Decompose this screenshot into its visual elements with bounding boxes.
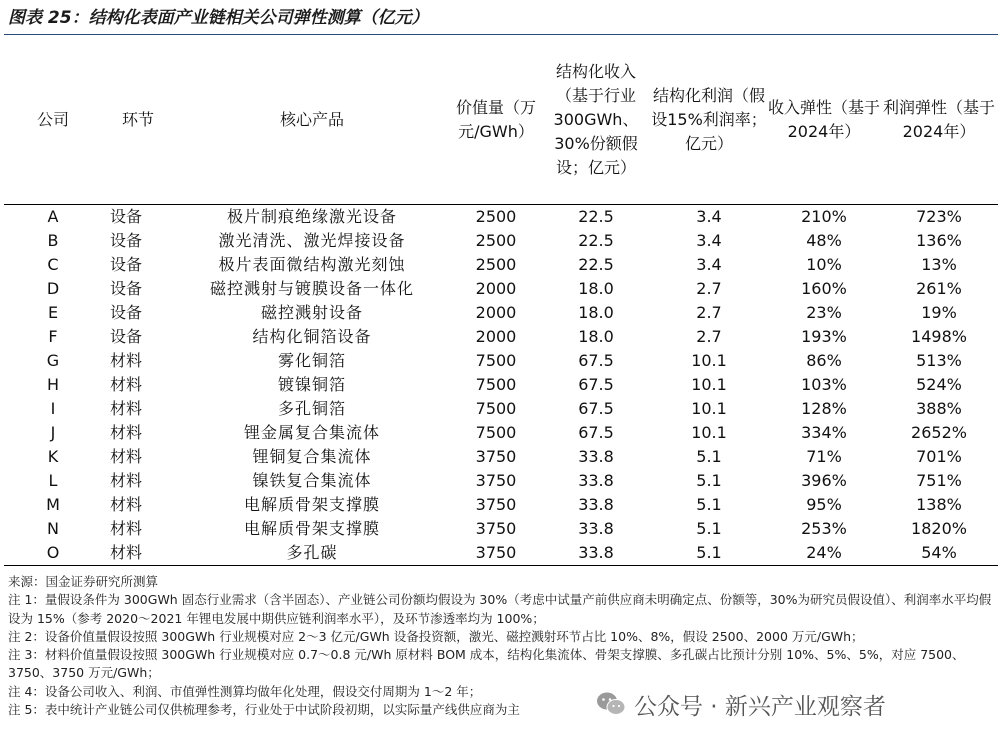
cell-profit-elasticity: 261% bbox=[916, 279, 962, 298]
cell-revenue-elasticity: 103% bbox=[801, 375, 847, 394]
cell-profit-elasticity: 1498% bbox=[911, 327, 967, 346]
header-value: 价值量（万元/GWh） bbox=[450, 36, 542, 205]
header-segment: 环节 bbox=[102, 36, 174, 205]
figure-title: 图表 25：结构化表面产业链相关公司弹性测算（亿元） bbox=[8, 8, 429, 28]
cell-profit-elasticity: 19% bbox=[921, 303, 957, 322]
watermark-text: 公众号 · 新兴产业观察者 bbox=[634, 693, 886, 720]
cell-company: N bbox=[47, 519, 59, 538]
cell-revenue: 22.5 bbox=[578, 207, 614, 226]
cell-company: J bbox=[50, 423, 56, 442]
note-4: 注 4：设备公司收入、利润、市值弹性测算均做年化处理，假设交付周期为 1～2 年； bbox=[8, 683, 482, 699]
title-rule bbox=[4, 34, 998, 35]
cell-revenue: 67.5 bbox=[578, 423, 614, 442]
source-note: 来源：国金证券研究所测算 bbox=[8, 574, 159, 589]
table-row bbox=[4, 421, 998, 445]
cell-company: O bbox=[46, 543, 60, 562]
watermark bbox=[596, 687, 886, 721]
cell-company: B bbox=[47, 231, 59, 250]
cell-segment: 设备 bbox=[110, 303, 143, 322]
elasticity-table bbox=[4, 36, 998, 565]
cell-profit-elasticity: 513% bbox=[916, 351, 962, 370]
cell-revenue: 33.8 bbox=[578, 471, 614, 490]
cell-profit: 5.1 bbox=[696, 447, 722, 466]
cell-profit: 5.1 bbox=[696, 543, 722, 562]
cell-revenue: 33.8 bbox=[578, 543, 614, 562]
cell-company: K bbox=[47, 447, 59, 466]
cell-company: E bbox=[47, 303, 59, 322]
cell-revenue: 22.5 bbox=[578, 231, 614, 250]
cell-value: 7500 bbox=[475, 399, 517, 418]
cell-segment: 材料 bbox=[110, 495, 143, 514]
cell-revenue-elasticity: 23% bbox=[806, 303, 842, 322]
cell-segment: 材料 bbox=[110, 471, 143, 490]
cell-value: 2500 bbox=[475, 231, 517, 250]
cell-profit: 2.7 bbox=[696, 327, 722, 346]
cell-product: 极片制痕绝缘激光设备 bbox=[226, 207, 397, 226]
cell-value: 7500 bbox=[475, 351, 517, 370]
header-revenue-elasticity: 收入弹性（基于2024年） bbox=[768, 36, 880, 205]
cell-value: 7500 bbox=[475, 375, 517, 394]
table-row bbox=[4, 229, 998, 253]
cell-value: 2500 bbox=[475, 207, 517, 226]
table-row bbox=[4, 277, 998, 301]
cell-product: 激光清洗、激光焊接设备 bbox=[218, 231, 406, 250]
cell-profit: 3.4 bbox=[696, 207, 722, 226]
cell-revenue: 33.8 bbox=[578, 519, 614, 538]
cell-revenue: 18.0 bbox=[578, 327, 614, 346]
cell-profit-elasticity: 13% bbox=[921, 255, 957, 274]
header-profit-elasticity: 利润弹性（基于2024年） bbox=[880, 36, 998, 205]
table-row bbox=[4, 517, 998, 541]
cell-product: 雾化铜箔 bbox=[277, 351, 346, 370]
cell-profit: 3.4 bbox=[696, 231, 722, 250]
cell-product: 电解质骨架支撑膜 bbox=[243, 519, 380, 538]
cell-revenue: 18.0 bbox=[578, 279, 614, 298]
cell-profit-elasticity: 54% bbox=[921, 543, 957, 562]
table-row bbox=[4, 205, 998, 230]
cell-segment: 设备 bbox=[110, 327, 143, 346]
cell-value: 3750 bbox=[475, 519, 517, 538]
cell-company: C bbox=[47, 255, 59, 274]
table-header-row bbox=[4, 36, 998, 205]
header-company: 公司 bbox=[4, 36, 102, 205]
cell-profit: 10.1 bbox=[691, 423, 727, 442]
cell-company: G bbox=[46, 351, 60, 370]
cell-profit: 10.1 bbox=[691, 375, 727, 394]
cell-profit-elasticity: 2652% bbox=[911, 423, 967, 442]
cell-company: A bbox=[47, 207, 59, 226]
table-body bbox=[4, 205, 998, 566]
cell-profit: 2.7 bbox=[696, 303, 722, 322]
cell-product: 锂金属复合集流体 bbox=[243, 423, 380, 442]
table-row bbox=[4, 349, 998, 373]
cell-segment: 材料 bbox=[110, 423, 143, 442]
cell-revenue: 18.0 bbox=[578, 303, 614, 322]
cell-product: 镍铁复合集流体 bbox=[252, 471, 372, 490]
cell-revenue-elasticity: 253% bbox=[801, 519, 847, 538]
cell-revenue-elasticity: 396% bbox=[801, 471, 847, 490]
table-row bbox=[4, 541, 998, 565]
cell-value: 2000 bbox=[475, 303, 517, 322]
cell-segment: 材料 bbox=[110, 399, 143, 418]
cell-segment: 材料 bbox=[110, 543, 143, 562]
cell-company: M bbox=[46, 495, 60, 514]
cell-segment: 设备 bbox=[110, 207, 143, 226]
cell-profit-elasticity: 751% bbox=[916, 471, 962, 490]
cell-profit: 2.7 bbox=[696, 279, 722, 298]
header-product: 核心产品 bbox=[174, 36, 450, 205]
cell-product: 锂铜复合集流体 bbox=[252, 447, 372, 466]
cell-revenue: 67.5 bbox=[578, 399, 614, 418]
cell-revenue-elasticity: 48% bbox=[806, 231, 842, 250]
cell-revenue-elasticity: 71% bbox=[806, 447, 842, 466]
note-3: 注 3：材料价值量假设按照 300GWh 行业规模对应 0.7～0.8 元/Wh 原材料 BOM 成本，结构化集流体、骨架支撑膜、多孔碳占比预计分别 10%、5%、5%，对应 7500、3750、3750 万元/GWh； bbox=[8, 647, 965, 681]
table-row bbox=[4, 325, 998, 349]
cell-product: 多孔碳 bbox=[286, 543, 338, 562]
cell-segment: 材料 bbox=[110, 519, 143, 538]
cell-value: 7500 bbox=[475, 423, 517, 442]
cell-value: 2000 bbox=[475, 327, 517, 346]
cell-value: 2000 bbox=[475, 279, 517, 298]
cell-value: 3750 bbox=[475, 543, 517, 562]
cell-profit: 5.1 bbox=[696, 519, 722, 538]
cell-revenue-elasticity: 10% bbox=[806, 255, 842, 274]
cell-company: L bbox=[48, 471, 58, 490]
cell-value: 3750 bbox=[475, 447, 517, 466]
cell-segment: 材料 bbox=[110, 351, 143, 370]
cell-revenue-elasticity: 160% bbox=[801, 279, 847, 298]
cell-revenue-elasticity: 334% bbox=[801, 423, 847, 442]
cell-product: 电解质骨架支撑膜 bbox=[243, 495, 380, 514]
cell-profit-elasticity: 524% bbox=[916, 375, 962, 394]
cell-profit-elasticity: 138% bbox=[916, 495, 962, 514]
cell-profit-elasticity: 723% bbox=[916, 207, 962, 226]
cell-revenue: 67.5 bbox=[578, 375, 614, 394]
cell-revenue-elasticity: 128% bbox=[801, 399, 847, 418]
cell-profit-elasticity: 136% bbox=[916, 231, 962, 250]
cell-profit: 3.4 bbox=[696, 255, 722, 274]
cell-revenue-elasticity: 193% bbox=[801, 327, 847, 346]
cell-profit: 10.1 bbox=[691, 351, 727, 370]
cell-product: 极片表面微结构激光刻蚀 bbox=[218, 255, 406, 274]
cell-profit-elasticity: 388% bbox=[916, 399, 962, 418]
table-row bbox=[4, 469, 998, 493]
note-5: 注 5：表中统计产业链公司仅供梳理参考，行业处于中试阶段初期，以实际量产线供应商为主 bbox=[8, 702, 520, 718]
cell-value: 3750 bbox=[475, 495, 517, 514]
cell-product: 磁控溅射与镀膜设备一体化 bbox=[209, 279, 414, 298]
cell-product: 镀镍铜箔 bbox=[277, 375, 346, 394]
cell-revenue-elasticity: 86% bbox=[806, 351, 842, 370]
cell-revenue-elasticity: 210% bbox=[801, 207, 847, 226]
cell-segment: 材料 bbox=[110, 447, 143, 466]
cell-company: F bbox=[48, 327, 58, 346]
table-row bbox=[4, 397, 998, 421]
cell-product: 结构化铜箔设备 bbox=[252, 327, 372, 346]
table-row bbox=[4, 373, 998, 397]
header-revenue: 结构化收入（基于行业300GWh、30%份额假设；亿元） bbox=[542, 36, 650, 205]
cell-profit-elasticity: 1820% bbox=[911, 519, 967, 538]
cell-revenue: 33.8 bbox=[578, 495, 614, 514]
cell-revenue: 22.5 bbox=[578, 255, 614, 274]
table-row bbox=[4, 445, 998, 469]
cell-segment: 设备 bbox=[110, 231, 143, 250]
cell-profit: 10.1 bbox=[691, 399, 727, 418]
table-row bbox=[4, 253, 998, 277]
cell-company: I bbox=[50, 399, 56, 418]
cell-product: 多孔铜箔 bbox=[277, 399, 346, 418]
cell-profit: 5.1 bbox=[696, 495, 722, 514]
wechat-icon bbox=[596, 691, 626, 717]
cell-profit-elasticity: 701% bbox=[916, 447, 962, 466]
cell-profit: 5.1 bbox=[696, 471, 722, 490]
cell-segment: 材料 bbox=[110, 375, 143, 394]
note-2: 注 2：设备价值量假设按照 300GWh 行业规模对应 2～3 亿元/GWh 设备投资额，激光、磁控溅射环节占比 10%、8%，假设 2500、2000 万元/GWh； bbox=[8, 628, 864, 644]
cell-revenue-elasticity: 95% bbox=[806, 495, 842, 514]
note-1: 注 1：量假设条件为 300GWh 固态行业需求（含半固态）、产业链公司份额均假设为 30%（考虑中试量产前供应商未明确定点、份额等，30%为研究员假设值）、利润率水平均假设为 15%（参考 2020～2021 年锂电发展中期供应链利润率水平），及环节渗透率均为 100%； bbox=[8, 592, 992, 626]
header-profit: 结构化利润（假设15%利润率；亿元） bbox=[650, 36, 768, 205]
cell-segment: 设备 bbox=[110, 255, 143, 274]
table-bottom-rule bbox=[4, 565, 998, 566]
cell-revenue-elasticity: 24% bbox=[806, 543, 842, 562]
table-row bbox=[4, 301, 998, 325]
cell-segment: 设备 bbox=[110, 279, 143, 298]
cell-revenue: 33.8 bbox=[578, 447, 614, 466]
cell-company: D bbox=[46, 279, 60, 298]
cell-revenue: 67.5 bbox=[578, 351, 614, 370]
cell-product: 磁控溅射设备 bbox=[260, 303, 363, 322]
table-row bbox=[4, 493, 998, 517]
cell-company: H bbox=[46, 375, 60, 394]
cell-value: 2500 bbox=[475, 255, 517, 274]
cell-value: 3750 bbox=[475, 471, 517, 490]
